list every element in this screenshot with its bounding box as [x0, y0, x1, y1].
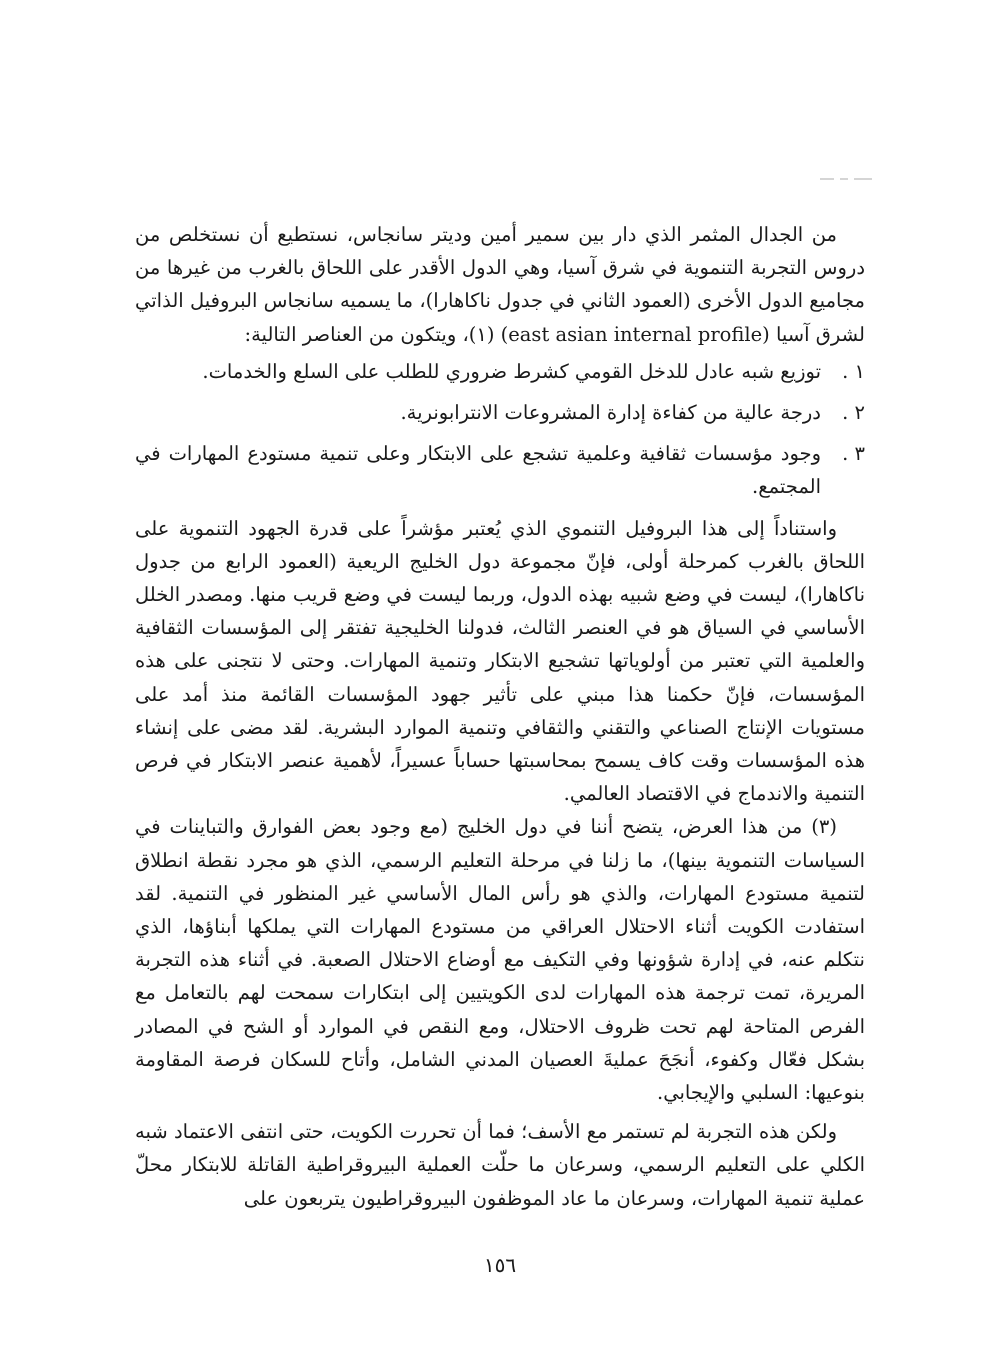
list-item: [135, 396, 865, 429]
list-item-text: وجود مؤسسات ثقافية وعلمية تشجع على الابتكار وعلى تنمية مستودع المهارات في المجتمع.: [135, 442, 821, 499]
list-item: [135, 437, 865, 503]
intro-paragraph: من الجدال المثمر الذي دار بين سمير أمين وديتر سانجاس، نستطيع أن نستخلص من دروس التجربة التنموية في شرق آسيا، وهي الدول الأقدر على اللحاق بالغرب من غيرها من مجاميع الدول الأخرى (العمود الثاني في جدول ناكاهارا)، ما يسميه سانجاس البروفيل الذاتي لشرق آسيا (east asian internal profile) (١)، ويتكون من العناصر التالية:: [135, 223, 865, 346]
list-item-text: توزيع شبه عادل للدخل القومي كشرط ضروري للطلب على السلع والخدمات.: [202, 359, 821, 383]
page-number: ١٥٦: [483, 1253, 517, 1277]
list-item-number: ٢ .: [842, 401, 865, 425]
list-item-number: ٣ .: [842, 442, 865, 466]
list-item-text: درجة عالية من كفاءة إدارة المشروعات الانترابونرية.: [400, 401, 821, 425]
scan-artifact-mark: [820, 168, 880, 180]
body-text: [135, 218, 865, 1215]
paragraph-2: واستناداً إلى هذا البروفيل التنموي الذي يُعتبر مؤشراً على قدرة الجهود التنموية على اللحاق بالغرب كمرحلة أولى، فإنّ مجموعة دول الخليج الريعية (العمود الرابع من جدول ناكاهارا)، ليست في وضع شبيه بهذه الدول، وربما ليست في وضع قريب منها. ومصدر الخلل الأساسي في السياق هو في العنصر الثالث، فدولنا الخليجية تفتقر إلى المؤسسات الثقافية والعلمية التي تعتبر من أولوياتها تشجيع الابتكار وتنمية المهارات. وحتى لا نتجنى على هذه المؤسسات، فإنّ حكمنا هذا مبني على تأثير جهود المؤسسات القائمة منذ أمد على مستويات الإنتاج الصناعي والتقني والثقافي وتنمية الموارد البشرية. لقد مضى على إنشاء هذه المؤسسات وقت كاف يسمح بمحاسبتها حساباً عسيراً، لأهمية عنصر الابتكار في فرص التنمية والاندماج في الاقتصاد العالمي.: [135, 516, 865, 806]
list-item: [135, 355, 865, 388]
paragraph-4: ولكن هذه التجربة لم تستمر مع الأسف؛ فما أن تحررت الكويت، حتى انتفى الاعتماد شبه الكلي على التعليم الرسمي، وسرعان ما حلّت العملية البيروقراطية القاتلة للابتكار محلّ عملية تنمية المهارات، وسرعان ما عاد الموظفون البيروقراطيون يتربعون على: [135, 1120, 865, 1210]
numbered-list: [135, 355, 865, 504]
paragraph-3: (٣) من هذا العرض، يتضح أننا في دول الخليج (مع وجود بعض الفوارق والتباينات في السياسات التنموية بينها)، ما زلنا في مرحلة التعليم الرسمي، الذي هو مجرد نقطة انطلاق لتنمية مستودع المهارات، والذي هو رأس المال الأساسي غير المنظور في التنمية. لقد استفادت الكويت أثناء الاحتلال العراقي من مستودع المهارات التي يملكها أبناؤها، الذي نتكلم عنه، في إدارة شؤونها وفي التكيف مع أوضاع الاحتلال الصعبة. في أثناء هذه التجربة المريرة، تمت ترجمة هذه المهارات لدى الكويتيين إلى ابتكارات سمحت لهم بالتعامل مع الفرص المتاحة لهم تحت ظروف الاحتلال، ومع النقص في الموارد أو الشح في المصادر بشكل فعّال وكفوء، أنجَحَ عمليةَ العصيان المدني الشامل، وأتاح للسكان فرصة المقاومة بنوعيها: السلبي والإيجابي.: [135, 815, 865, 1105]
list-item-number: ١ .: [842, 359, 865, 383]
